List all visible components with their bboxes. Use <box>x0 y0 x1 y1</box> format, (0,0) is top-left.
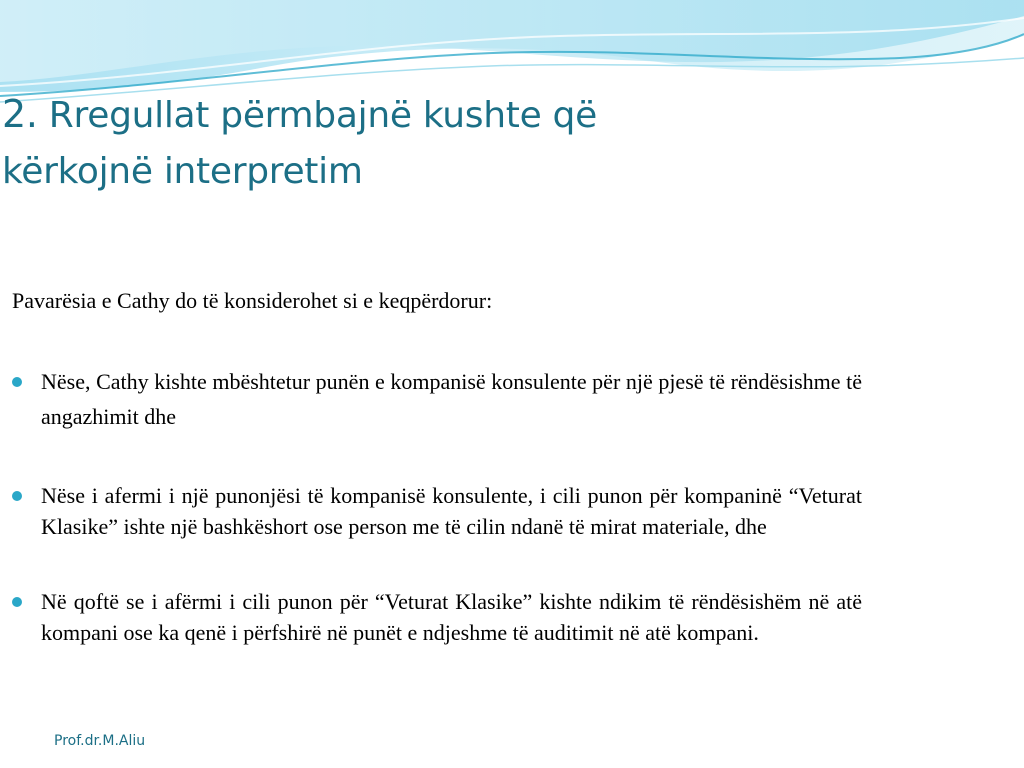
condition-bullet-item-3 <box>12 586 862 648</box>
intro-text: Pavarësia e Cathy do të konsiderohet si e keqpërdorur: <box>12 288 493 313</box>
bullet-dot-icon <box>12 491 22 501</box>
condition-bullet-text-1: Nëse, Cathy kishte mbështetur punën e kompanisë konsulente për një pjesë të rëndësishme të angazhimit dhe <box>41 369 862 429</box>
condition-bullet-item-2 <box>12 480 862 542</box>
slide-title-line-2: kërkojnë interpretim <box>2 151 363 192</box>
condition-bullet-item-1 <box>12 364 862 434</box>
footer-author: Prof.dr.M.Aliu <box>54 733 146 749</box>
bullet-dot-icon <box>12 597 22 607</box>
condition-bullet-text-2: Nëse i afermi i një punonjësi të kompanisë konsulente, i cili punon për kompaninë “Veturat Klasike” ishte një bashkëshort ose person me të cilin ndanë të mirat materiale, dhe <box>41 483 862 539</box>
slide-title-line-1: Rregullat përmbajnë kushte që <box>37 95 597 136</box>
slide-title-number: 2. <box>2 92 38 136</box>
condition-bullet-text-3: Në qoftë se i afërmi i cili punon për “Veturat Klasike” kishte ndikim të rëndësishëm në atë kompani ose ka qenë i përfshirë në punët e ndjeshme të auditimit në atë kompani. <box>41 589 862 645</box>
condition-bullet-list <box>12 364 862 648</box>
slide-title <box>2 86 762 200</box>
bullet-dot-icon <box>12 377 22 387</box>
